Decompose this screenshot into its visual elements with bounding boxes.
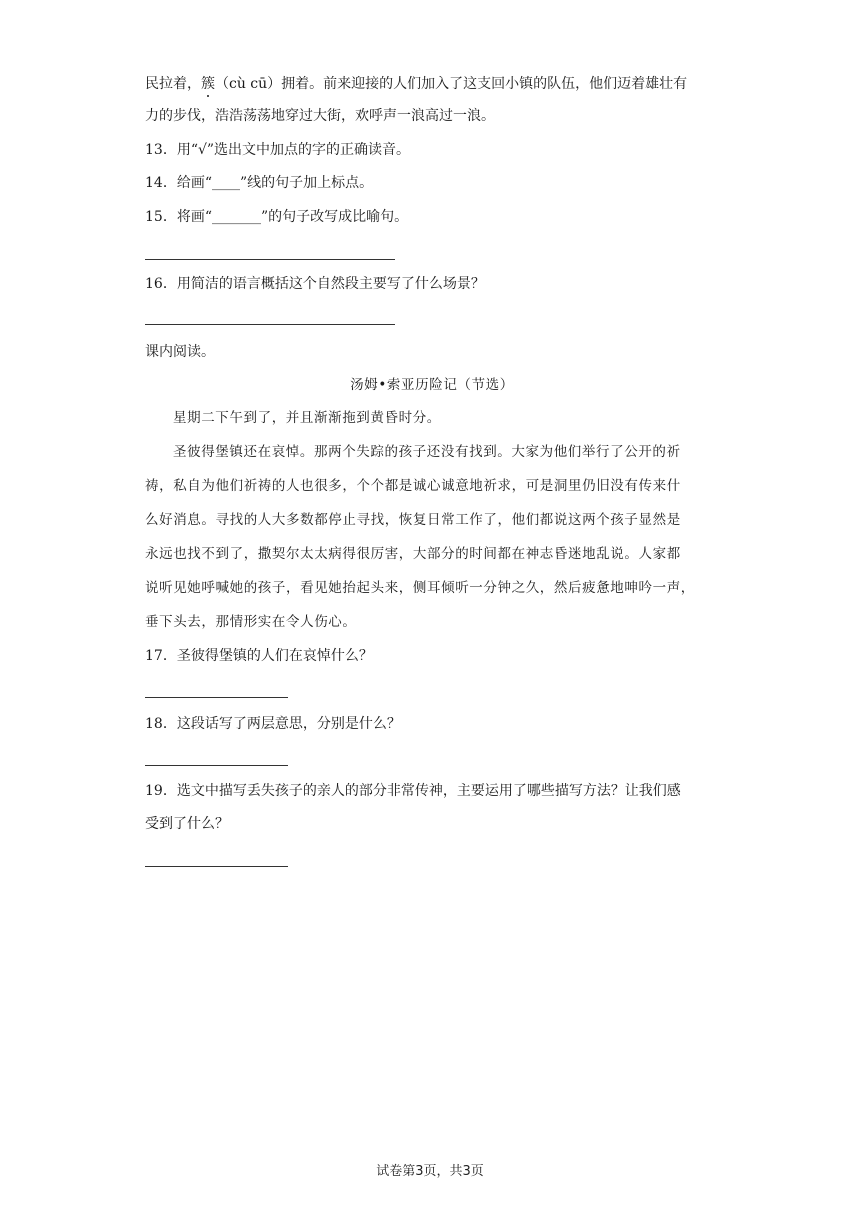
passage-line-1-post: （cù cū）拥着。前来迎接的人们加入了这支回小镇的队伍，他们迈着雄壮有 bbox=[215, 76, 688, 92]
passage-paragraph-2-line: 圣彼得堡镇还在哀悼。那两个失踪的孩子还没有找到。大家为他们举行了公开的祈 bbox=[173, 444, 681, 460]
passage-paragraph-2-line: 说听见她呼喊她的孩子，看见她抬起头来，侧耳倾听一分钟之久，然后疲惫地呻吟一声， bbox=[145, 580, 695, 596]
question-17: 17．圣彼得堡镇的人们在哀悼什么？ bbox=[145, 648, 373, 664]
dotted-character: 簇 bbox=[201, 76, 215, 92]
question-13: 13．用“√”选出文中加点的字的正确读音。 bbox=[145, 142, 411, 158]
question-19-line-2: 受到了什么？ bbox=[145, 816, 229, 832]
page-footer: 试卷第3页，共3页 bbox=[376, 1164, 484, 1179]
answer-line-15[interactable] bbox=[145, 259, 395, 260]
question-18: 18．这段话写了两层意思，分别是什么？ bbox=[145, 716, 401, 732]
answer-line-17[interactable] bbox=[145, 697, 288, 698]
passage-line-1 bbox=[145, 74, 687, 94]
passage-paragraph-2-line: 祷，私自为他们祈祷的人也很多，个个都是诚心诚意地祈求，可是洞里仍旧没有传来什 bbox=[145, 478, 681, 494]
passage-line-1-pre: 民拉着， bbox=[145, 76, 201, 92]
question-15: 15．将画“_______”的句子改写成比喻句。 bbox=[145, 209, 409, 225]
answer-line-19[interactable] bbox=[145, 866, 288, 867]
passage-title: 汤姆•索亚历险记（节选） bbox=[350, 377, 514, 393]
question-14: 14．给画“____”线的句子加上标点。 bbox=[145, 175, 374, 191]
answer-line-16[interactable] bbox=[145, 324, 395, 325]
passage-paragraph-2-line: 垂下头去，那情形实在令人伤心。 bbox=[145, 614, 357, 630]
section-heading: 课内阅读。 bbox=[145, 344, 215, 360]
passage-line-2: 力的步伐，浩浩荡荡地穿过大街，欢呼声一浪高过一浪。 bbox=[145, 108, 495, 124]
passage-paragraph-2-line: 永远也找不到了，撒契尔太太病得很厉害，大部分的时间都在神志昏迷地乱说。人家都 bbox=[145, 546, 681, 562]
passage-paragraph-1: 星期二下午到了，并且渐渐拖到黄昏时分。 bbox=[173, 410, 441, 426]
question-16: 16．用简洁的语言概括这个自然段主要写了什么场景？ bbox=[145, 276, 485, 292]
answer-line-18[interactable] bbox=[145, 765, 288, 766]
passage-paragraph-2-line: 么好消息。寻找的人大多数都停止寻找，恢复日常工作了，他们都说这两个孩子显然是 bbox=[145, 512, 681, 528]
question-19-line-1: 19．选文中描写丢失孩子的亲人的部分非常传神，主要运用了哪些描写方法？让我们感 bbox=[145, 783, 681, 799]
